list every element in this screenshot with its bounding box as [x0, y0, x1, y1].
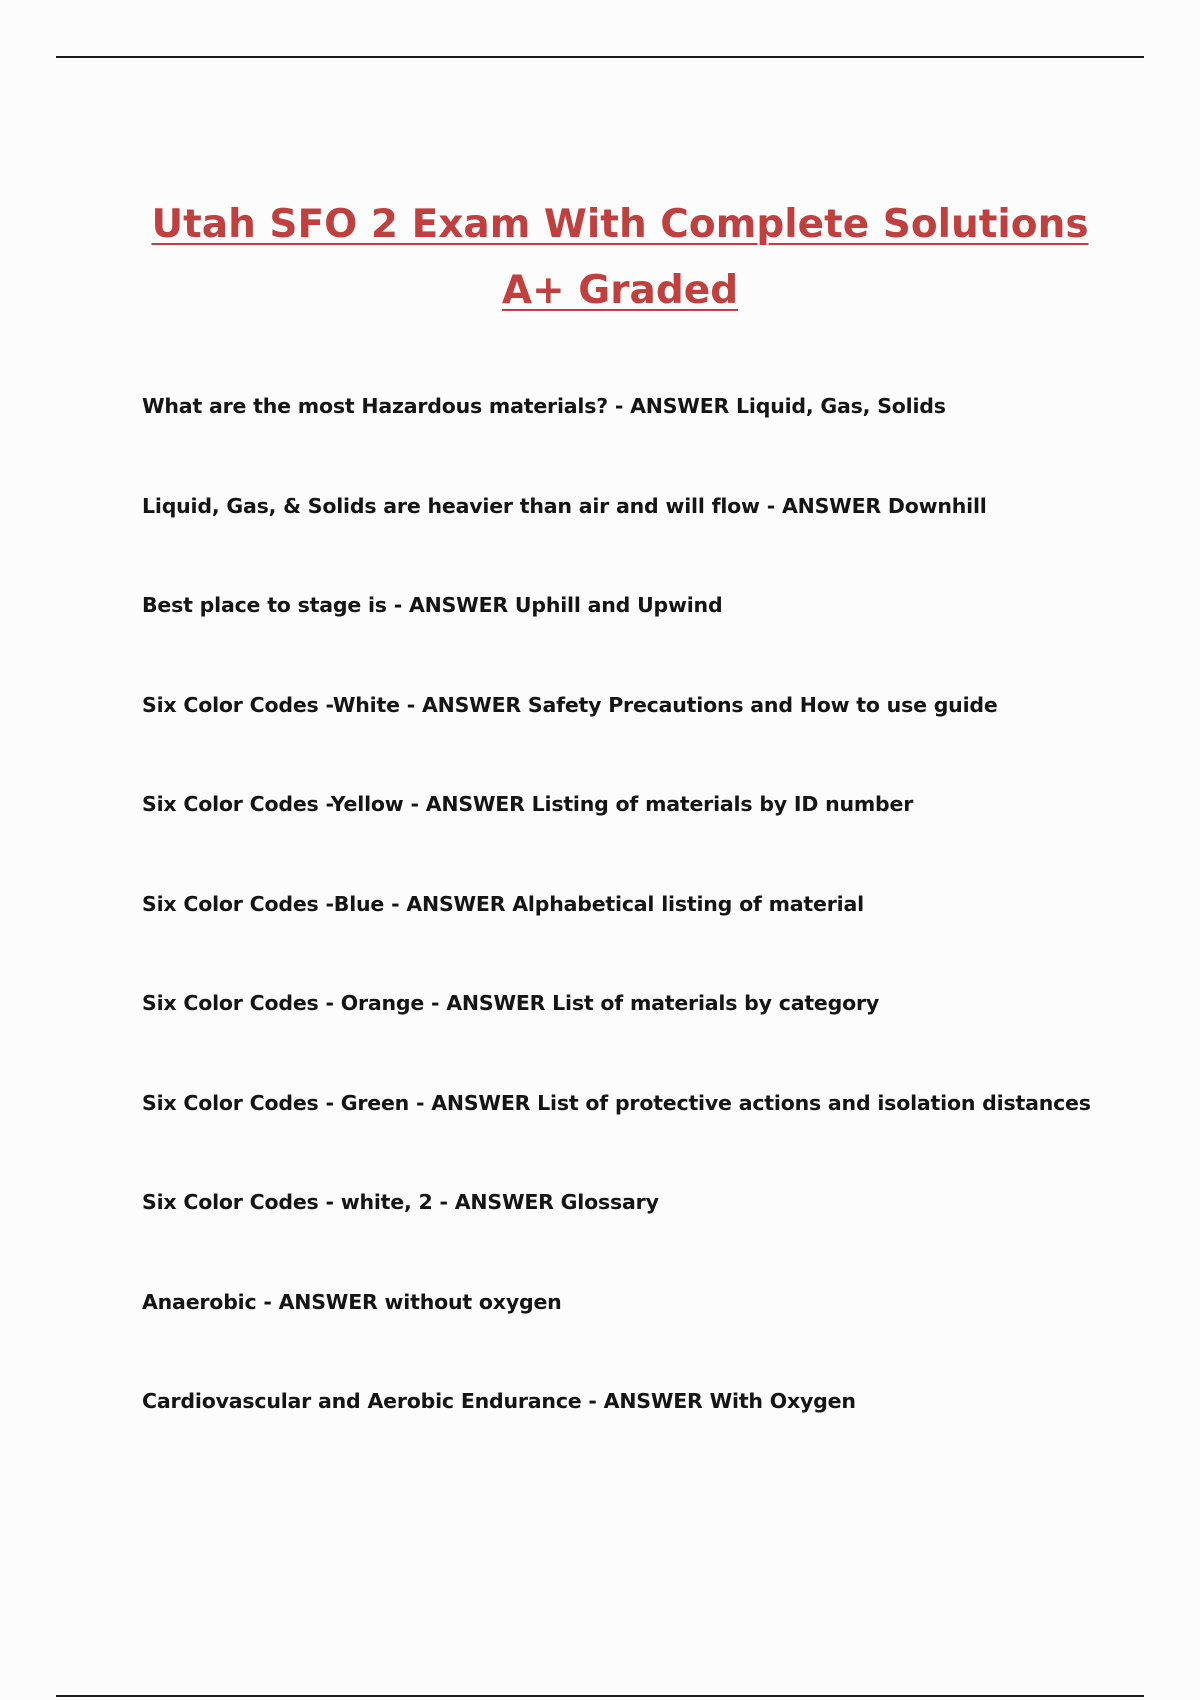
qa-item: Cardiovascular and Aerobic Endurance - ANSWER With Oxygen: [142, 1389, 856, 1413]
qa-item: Six Color Codes - white, 2 - ANSWER Glossary: [142, 1190, 659, 1214]
qa-item: Six Color Codes - Orange - ANSWER List of materials by category: [142, 991, 880, 1015]
title-line-1: Utah SFO 2 Exam With Complete Solutions: [151, 202, 1089, 247]
qa-list: [142, 388, 1142, 1483]
document-title: [100, 192, 1140, 324]
qa-item: Six Color Codes -White - ANSWER Safety Precautions and How to use guide: [142, 692, 998, 717]
qa-item: Liquid, Gas, & Solids are heavier than air and will flow - ANSWER Downhill: [142, 493, 987, 518]
header-rule: [56, 56, 1144, 58]
title-line-2: A+ Graded: [501, 268, 739, 313]
qa-item: Six Color Codes -Yellow - ANSWER Listing of materials by ID number: [142, 792, 914, 816]
qa-item: Six Color Codes - Green - ANSWER List of protective actions and isolation distances: [142, 1090, 1091, 1115]
qa-item: Anaerobic - ANSWER without oxygen: [142, 1289, 562, 1314]
qa-item: Best place to stage is - ANSWER Uphill and Upwind: [142, 593, 723, 617]
qa-item: Six Color Codes -Blue - ANSWER Alphabetical listing of material: [142, 891, 864, 916]
qa-item: What are the most Hazardous materials? - ANSWER Liquid, Gas, Solids: [142, 394, 946, 418]
footer-rule: [56, 1695, 1144, 1697]
